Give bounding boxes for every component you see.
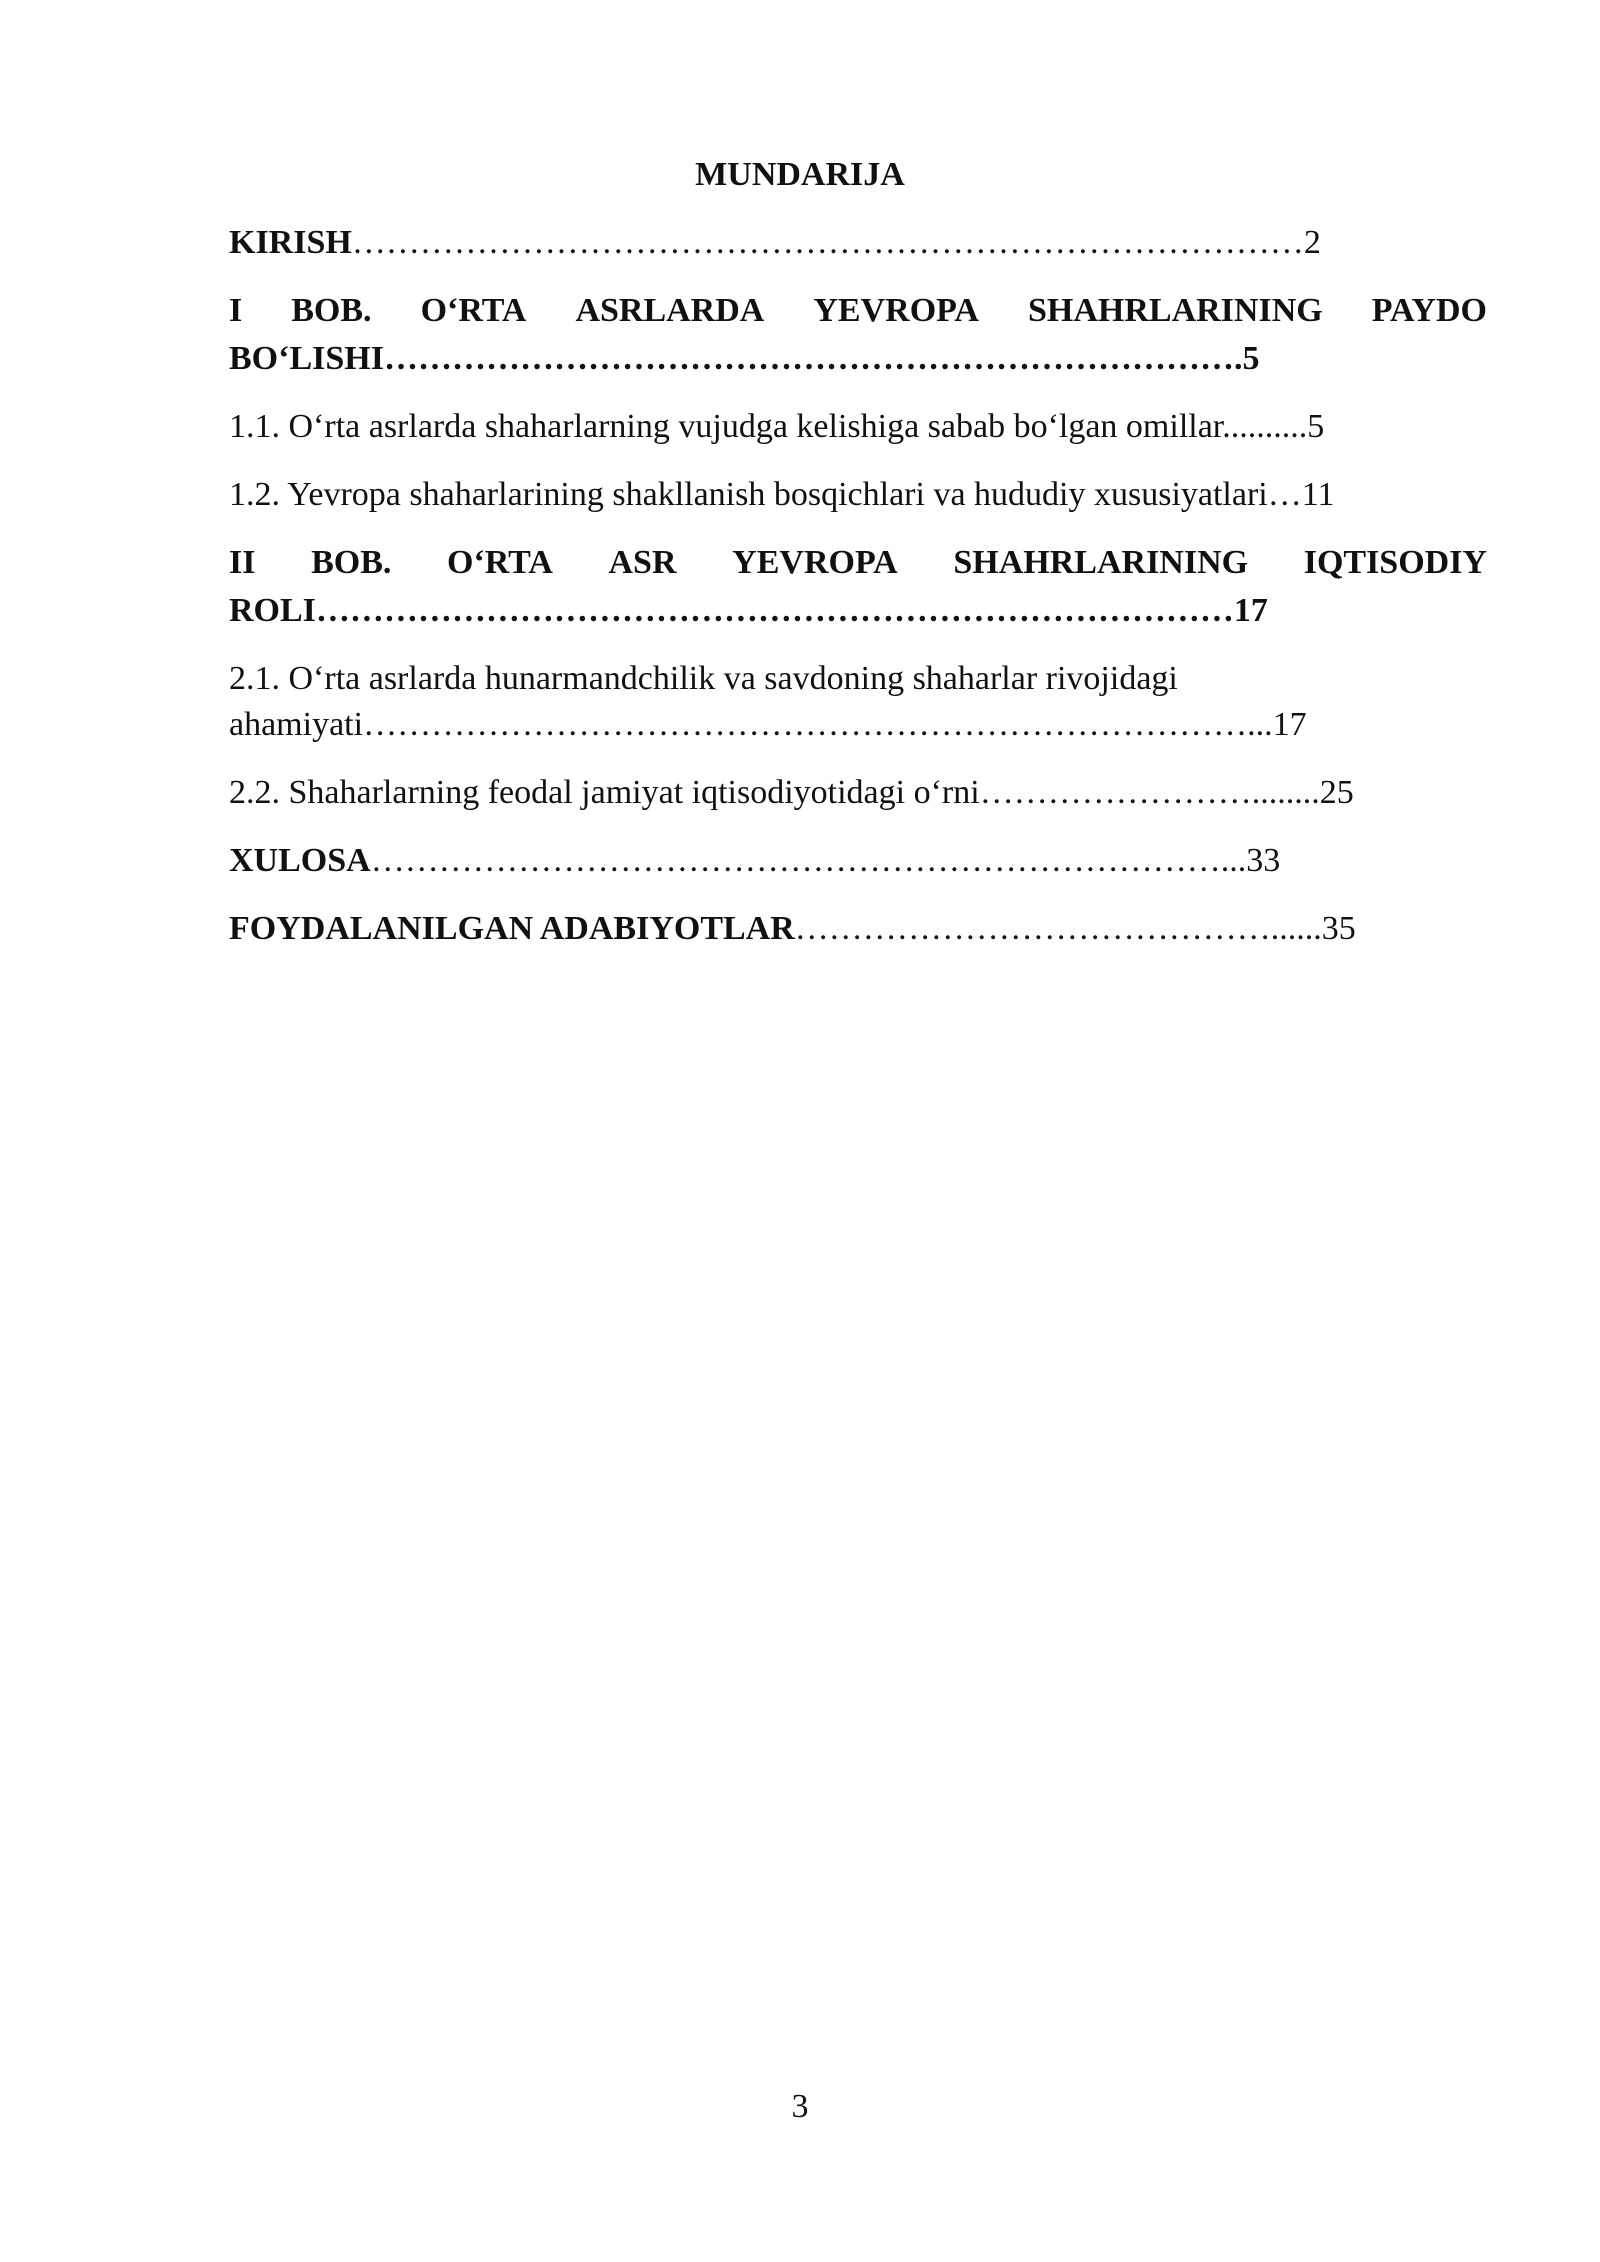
- toc-entry-label: 1.2. Yevropa shaharlarining shakllanish bosqichlari va hududiy xususiyatlari: [229, 476, 1268, 513]
- toc-entry-label: FOYDALANILGAN ADABIYOTLAR: [229, 910, 795, 947]
- toc-page-number: 5: [1242, 340, 1260, 377]
- page-title: MUNDARIJA: [695, 156, 905, 193]
- toc-entry-bob-2-line-1: [229, 540, 1487, 586]
- toc-entry-label: 1.1. O‘rta asrlarda shaharlarning vujudga kelishiga sabab bo‘lgan omillar: [229, 408, 1223, 445]
- toc-leader: ……………………………………………………………………...: [363, 706, 1273, 743]
- toc-word: IQTISODIY: [1303, 544, 1487, 581]
- toc-word: YEVROPA: [813, 292, 979, 329]
- toc-word: O‘RTA: [447, 544, 553, 581]
- toc-page-number: 35: [1321, 910, 1356, 947]
- toc-word: O‘RTA: [420, 292, 527, 329]
- toc-entry-section-2-1-line-2: [229, 702, 1307, 748]
- toc-leader: ……………………........: [979, 774, 1320, 811]
- toc-page-number: 5: [1307, 408, 1325, 445]
- toc-word: I: [229, 292, 243, 329]
- toc-entry-label: KIRISH: [229, 224, 352, 261]
- toc-entry-label: ROLI: [229, 592, 316, 629]
- page-number: 3: [791, 2088, 809, 2125]
- toc-entry-label: 2.2. Shaharlarning feodal jamiyat iqtisodiyotidagi o‘rni: [229, 774, 980, 811]
- toc-leader: ……………………………………......: [794, 910, 1322, 947]
- toc-word: BOB.: [311, 544, 392, 581]
- toc-leader: …………………………………………………………………...: [370, 842, 1247, 879]
- toc-entry-label: ahamiyati: [229, 706, 364, 743]
- toc-entry-section-2-2: [229, 770, 1354, 816]
- toc-word: ASRLARDA: [575, 292, 765, 329]
- toc-entry-kirish: [229, 220, 1321, 266]
- toc-entry-section-1-1: [229, 404, 1324, 450]
- toc-word: YEVROPA: [732, 544, 898, 581]
- toc-page-number: 17: [1272, 706, 1307, 743]
- toc-leader: …: [1267, 476, 1302, 513]
- toc-entry-bob-1-line-1: [229, 288, 1487, 334]
- toc-page-number: 33: [1246, 842, 1281, 879]
- toc-entry-label: 2.1. O‘rta asrlarda hunarmandchilik va savdoning shaharlar rivojidagi: [229, 660, 1178, 697]
- toc-word: PAYDO: [1371, 292, 1487, 329]
- toc-entry-xulosa: [229, 838, 1280, 884]
- toc-entry-section-1-2: [229, 472, 1334, 518]
- toc-entry-bob-1-line-2: [229, 336, 1259, 382]
- toc-leader: ………………………………………………………………………: [315, 592, 1234, 629]
- toc-page-number: 17: [1233, 592, 1268, 629]
- toc-word: II: [229, 544, 256, 581]
- toc-entry-adabiyotlar: [229, 906, 1356, 952]
- toc-word: ASR: [608, 544, 677, 581]
- toc-entry-label: XULOSA: [229, 842, 371, 879]
- toc-word: SHAHRLARINING: [953, 544, 1249, 581]
- toc-leader: ………………………………………………………………….: [383, 340, 1243, 377]
- toc-page-number: 11: [1301, 476, 1335, 513]
- toc-word: SHAHRLARINING: [1027, 292, 1323, 329]
- toc-page-number: 2: [1303, 224, 1321, 261]
- toc-leader: ..........: [1222, 408, 1308, 445]
- toc-page-number: 25: [1319, 774, 1354, 811]
- toc-entry-label: BO‘LISHI: [229, 340, 384, 377]
- toc-word: BOB.: [291, 292, 372, 329]
- toc-entry-section-2-1-line-1: [229, 656, 1178, 702]
- toc-leader: …………………………………………………………………………: [351, 224, 1304, 261]
- toc-entry-bob-2-line-2: [229, 588, 1268, 634]
